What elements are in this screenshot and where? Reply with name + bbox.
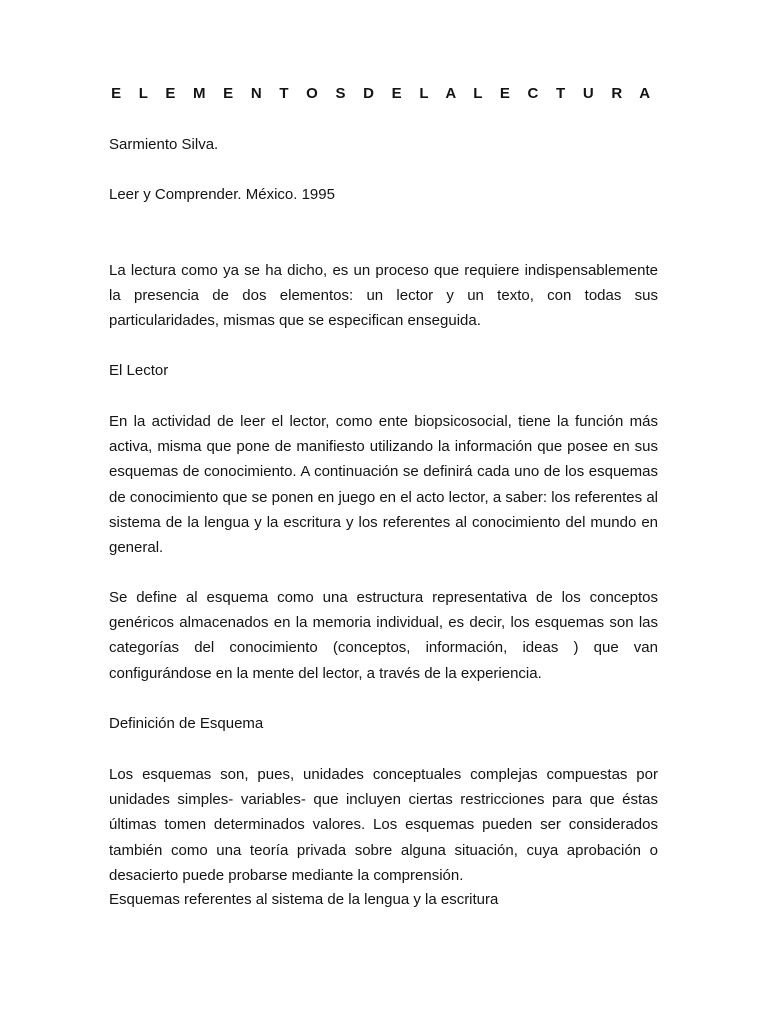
paragraph-lector: En la actividad de leer el lector, como ente biopsicosocial, tiene la función más activa, misma que pone de manifiesto utilizando la información que posee en sus esquemas de conocimiento. A continuación se definirá cada uno de los esquemas de conocimiento que se ponen en juego en el acto lector, a saber: los referentes al sistema de la lengua y la escritura y los referentes al conocimiento del mundo en general. [109,413,658,557]
document-title: E L E M E N T O S D E L A L E C T U R A [111,85,657,102]
heading-esquemas-lengua: Esquemas referentes al sistema de la lengua y la escritura [109,891,499,908]
paragraph-esquemas-unidades: Los esquemas son, pues, unidades conceptuales complejas compuestas por unidades simples- variables- que incluyen ciertas restricciones para que éstas últimas tomen determinados valores. Los esquemas pueden ser considerados también como una teoría privada sobre alguna situación, cuya aprobación o desacierto puede probarse mediante la comprensión. [109,766,658,884]
paragraph-intro: La lectura como ya se ha dicho, es un proceso que requiere indispensablemente la presencia de dos elementos: un lector y un texto, con todas sus particularidades, mismas que se especifican enseguida. [109,262,658,330]
heading-el-lector: El Lector [109,362,169,379]
source-line: Leer y Comprender. México. 1995 [109,186,335,203]
paragraph-esquema-def: Se define al esquema como una estructura representativa de los conceptos genéricos almacenados en la memoria individual, es decir, los esquemas son las categorías del conocimiento (conceptos, información, ideas ) que van configurándose en la mente del lector, a través de la experiencia. [109,589,658,682]
author-line: Sarmiento Silva. [109,136,219,153]
heading-definicion-esquema: Definición de Esquema [109,715,264,732]
